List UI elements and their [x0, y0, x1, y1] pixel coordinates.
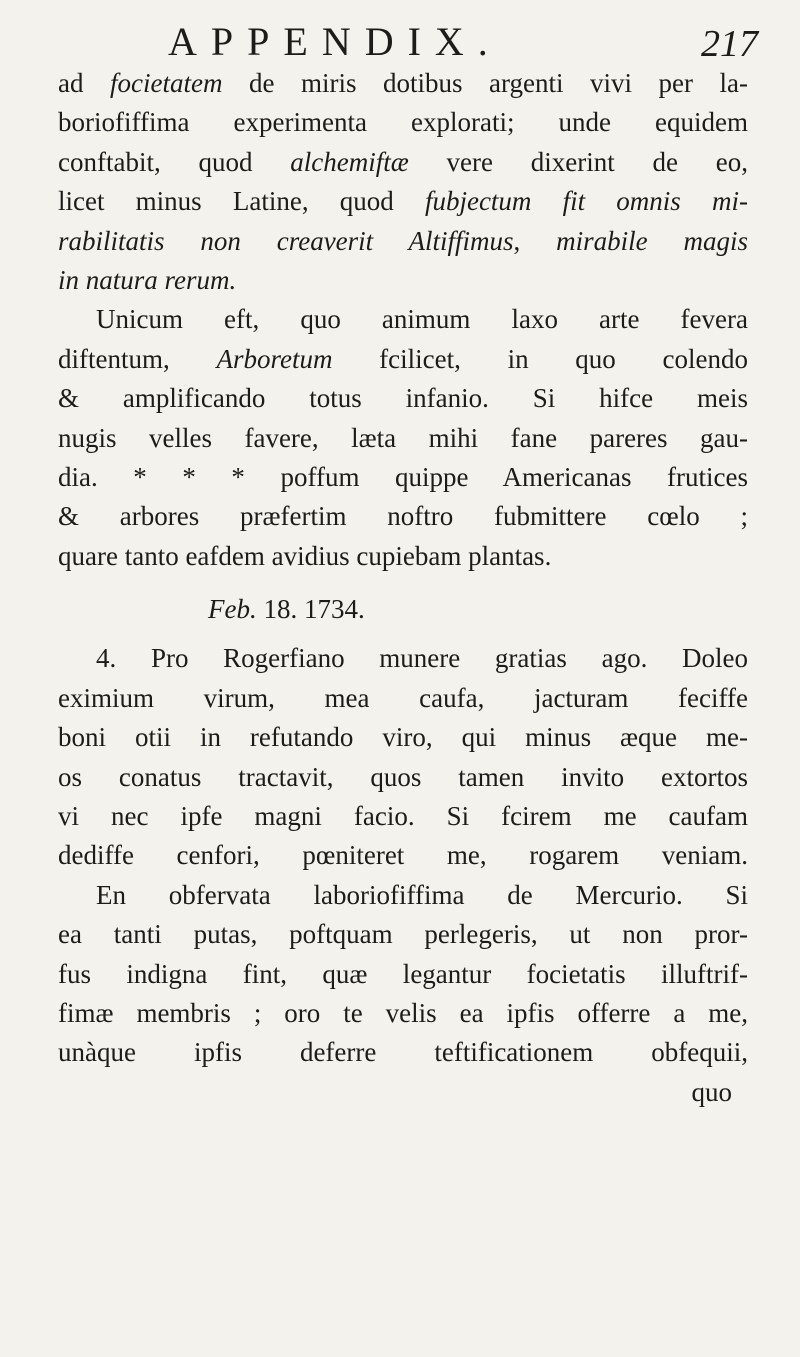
text-line [58, 261, 748, 300]
text-line [58, 103, 748, 142]
text-segment: 18. 1734. [256, 594, 365, 625]
text-line [58, 836, 748, 875]
text-line [58, 300, 748, 339]
text-line [58, 718, 748, 757]
text-line [58, 379, 748, 418]
text-segment: quare tanto eafdem avidius cupiebam plantas. [58, 540, 552, 571]
text-segment: boni otii in refutando viro, qui minus æque me- [58, 722, 748, 753]
text-line [58, 679, 748, 718]
italic-text: Arboretum [216, 343, 333, 374]
text-segment: fus indigna fint, quæ legantur focietatis illuftrif- [58, 958, 748, 989]
text-segment: ea tanti putas, poftquam perlegeris, ut non pror- [58, 919, 748, 950]
text-segment: 4. Pro Rogerfiano munere gratias ago. Doleo [96, 643, 748, 674]
text-line [58, 497, 748, 536]
text-segment: dediffe cenfori, pœniteret me, rogarem veniam. [58, 840, 748, 871]
text-line [58, 64, 748, 103]
text-segment: & arbores præfertim noftro fubmittere cœlo ; [58, 501, 748, 532]
text-segment: boriofiffima experimenta explorati; unde equidem [58, 107, 748, 138]
text-line [58, 994, 748, 1033]
text-segment: eximium virum, mea caufa, jacturam feciffe [58, 682, 748, 713]
text-segment: de miris dotibus argenti vivi per la- [222, 68, 748, 98]
italic-text: mirabile magis [556, 225, 749, 256]
text-segment: fcilicet, in quo colendo [332, 343, 748, 374]
text-segment: conftabit, quod [58, 146, 291, 177]
body-text [58, 64, 748, 1112]
text-segment: ad [58, 68, 110, 98]
running-title: APPENDIX. [168, 19, 502, 64]
text-line [58, 915, 748, 954]
text-line [58, 955, 748, 994]
catchword [58, 1073, 748, 1112]
text-line [58, 182, 748, 221]
text-line [58, 1033, 748, 1072]
text-line [58, 222, 748, 261]
text-segment: En obfervata laboriofiffima de Mercurio. Si [96, 879, 748, 910]
text-segment: unàque ipfis deferre teftificationem obfequii, [58, 1037, 748, 1068]
text-line [58, 876, 748, 915]
text-segment: & amplificando totus infanio. Si hifce meis [58, 383, 748, 414]
page-header [0, 14, 800, 64]
text-segment: os conatus tractavit, quos tamen invito extortos [58, 761, 748, 792]
text-segment: nugis velles favere, læta mihi fane pareres gau- [58, 422, 748, 453]
italic-text: fubjectum fit omnis mi- [424, 186, 748, 217]
text-segment: , [513, 225, 557, 256]
italic-text: in natura rerum. [58, 264, 237, 295]
text-line [58, 758, 748, 797]
text-line [58, 143, 748, 182]
text-segment: dia. * * * poffum quippe Americanas frutices [58, 461, 748, 492]
italic-text: Feb. [208, 594, 257, 625]
text-line [58, 419, 748, 458]
text-segment: vi nec ipfe magni facio. Si fcirem me caufam [58, 801, 748, 832]
text-segment: vere dixerint de eo, [408, 146, 748, 177]
italic-text: rabilitatis non creaverit Altiffimus [58, 225, 514, 256]
text-segment: Unicum eft, quo animum laxo arte fevera [96, 304, 748, 335]
text-segment: quo [691, 1076, 732, 1107]
text-segment: diftentum, [58, 343, 217, 374]
text-segment: licet minus Latine, quod [58, 186, 425, 217]
page-number: 217 [701, 23, 758, 65]
text-line [58, 458, 748, 497]
text-segment: fimæ membris ; oro te velis ea ipfis offerre a me, [58, 997, 748, 1028]
text-line [58, 340, 748, 379]
italic-text: focietatem [110, 68, 223, 98]
date-line [58, 590, 748, 629]
italic-text: alchemiftæ [290, 146, 409, 177]
text-line [58, 639, 748, 678]
text-line [58, 537, 748, 576]
text-line [58, 797, 748, 836]
